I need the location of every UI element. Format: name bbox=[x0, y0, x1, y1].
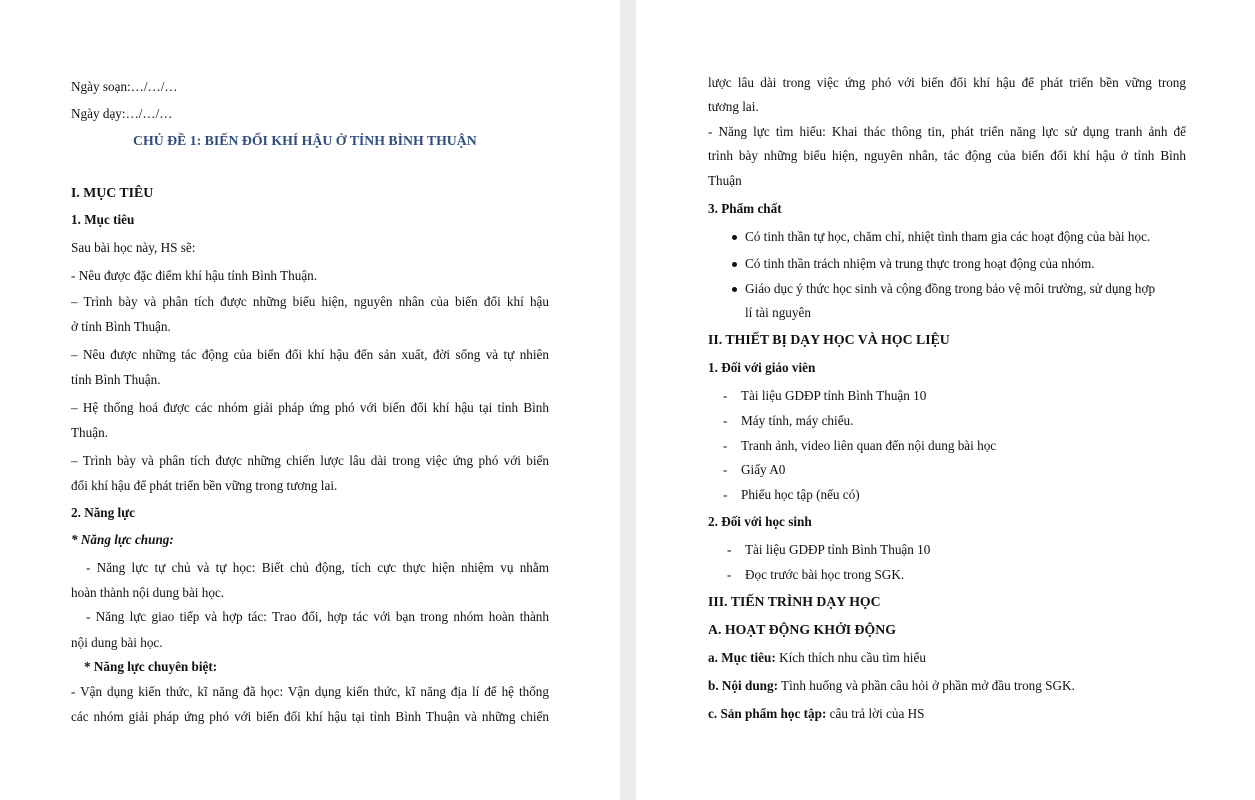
san-pham-line: c. Sản phẩm học tập: câu trả lời của HS bbox=[708, 706, 925, 721]
heading-tien-trinh: III. TIẾN TRÌNH DẠY HỌC bbox=[708, 594, 881, 609]
nang-luc-1-line-2: hoàn thành nội dung bài học. bbox=[71, 585, 225, 600]
objective-5-line-1: – Trình bày và phân tích được những chiến lược lâu dài trong việc ứng phó với biến bbox=[71, 453, 549, 468]
tim-hieu-line-2: trình bày những biểu hiện, nguyên nhân, tác động của biến đổi khí hậu ở tỉnh Bình bbox=[708, 148, 1186, 163]
nang-luc-2-line-2: nội dung bài học. bbox=[71, 635, 163, 650]
document-page-1 bbox=[0, 0, 620, 800]
nang-luc-3-line-2: các nhóm giải pháp ứng phó với biến đổi khí hậu tại tỉnh Bình Thuận và những chiến bbox=[71, 709, 549, 724]
objective-5-line-2: đổi khí hậu để phát triển bền vững trong tương lai. bbox=[71, 478, 338, 493]
pham-chat-item-3-line-2: lí tài nguyên bbox=[745, 305, 811, 320]
nang-luc-1-line-1: - Năng lực tự chủ và tự học: Biết chủ động, tích cực thực hiện nhiệm vụ nhằm bbox=[86, 560, 549, 575]
objective-3-line-1: – Nêu được những tác động của biến đổi khí hậu đến sản xuất, đời sống và tự nhiên bbox=[71, 347, 549, 362]
continuation-line-1: lược lâu dài trong việc ứng phó với biến đổi khí hậu để phát triển bền vững trong bbox=[708, 75, 1186, 90]
ngay-day: Ngày dạy:…/…/… bbox=[71, 106, 173, 121]
nang-luc-chung-label: * Năng lực chung: bbox=[71, 532, 174, 547]
heading-giao-vien: 1. Đối với giáo viên bbox=[708, 360, 816, 375]
objective-3-line-2: tỉnh Bình Thuận. bbox=[71, 372, 161, 387]
document-title: CHỦ ĐỀ 1: BIẾN ĐỔI KHÍ HẬU Ở TỈNH BÌNH THUẬN bbox=[133, 133, 477, 148]
objective-4-line-1: – Hệ thống hoá được các nhóm giải pháp ứng phó với biến đổi khí hậu tại tỉnh Bình bbox=[71, 400, 549, 415]
heading-khoi-dong: A. HOẠT ĐỘNG KHỞI ĐỘNG bbox=[708, 622, 896, 637]
nang-luc-3-line-1: - Vận dụng kiến thức, kĩ năng đã học: Vận dụng kiến thức, kĩ năng địa lí để hệ thống bbox=[71, 684, 549, 699]
heading-muc-tieu: I. MỤC TIÊU bbox=[71, 185, 154, 200]
nang-luc-chuyen-biet-label: * Năng lực chuyên biệt: bbox=[84, 659, 218, 674]
intro-text: Sau bài học này, HS sẽ: bbox=[71, 240, 196, 255]
tim-hieu-line-1: - Năng lực tìm hiểu: Khai thác thông tin, phát triển năng lực sử dụng tranh ảnh để bbox=[708, 124, 1186, 139]
objective-2-line-2: ở tỉnh Bình Thuận. bbox=[71, 319, 171, 334]
heading-2-nang-luc: 2. Năng lực bbox=[71, 505, 135, 520]
ngay-soan: Ngày soạn:…/…/… bbox=[71, 79, 178, 94]
nang-luc-2-line-1: - Năng lực giao tiếp và hợp tác: Trao đổi, hợp tác với bạn trong nhóm hoàn thành bbox=[86, 609, 549, 624]
noi-dung-line: b. Nội dung: Tình huống và phần câu hỏi ở phần mở đầu trong SGK. bbox=[708, 678, 1075, 693]
objective-2-line-1: – Trình bày và phân tích được những biểu hiện, nguyên nhân của biến đổi khí hậu bbox=[71, 294, 549, 309]
heading-thiet-bi: II. THIẾT BỊ DẠY HỌC VÀ HỌC LIỆU bbox=[708, 332, 950, 347]
continuation-line-2: tương lai. bbox=[708, 99, 759, 114]
objective-1: - Nêu được đặc điểm khí hậu tỉnh Bình Thuận. bbox=[71, 268, 318, 283]
objective-4-line-2: Thuận. bbox=[71, 425, 108, 440]
heading-1-muc-tieu: 1. Mục tiêu bbox=[71, 212, 135, 227]
document-page-2: lược lâu dài trong việc ứng phó với biến đổi khí hậu để phát triển bền vững trong tương lai. - Năng lực tìm hiểu: Khai thác thông tin, phát triển năng lực sử dụng tranh ảnh để trình bày những biểu hiện, nguyên nhân, tác động của biến đổi khí hậu ở tỉnh Bình Thuận 3. Phẩm chất Có tinh thần tự học, chăm chỉ, nhiệt tình tham gia các hoạt động của bài học. Có tinh thần trách nhiệm và trung thực trong hoạt động của nhóm. Giáo dục ý thức học sinh và cộng đồng trong bảo vệ môi trường, sử dụng hợp lí tài nguyên II. THIẾT BỊ DẠY HỌC VÀ HỌC LIỆU 1. Đối với giáo viên Tài liệu GDĐP tỉnh Bình Thuận 10 Máy tính, máy chiếu. Tranh ảnh, video liên quan đến nội dung bài học Giấy A0 Phiếu học tập (nếu có) 2. Đối với học sinh Tài liệu GDĐP tỉnh Bình Thuận 10 Đọc trước bài học trong SGK. III. TIẾN TRÌNH DẠY HỌC A. HOẠT ĐỘNG KHỞI ĐỘNG a. Mục tiêu: Kích thích nhu cầu tìm hiểu b. Nội dung: Tình huống và phần câu hỏi ở phần mở đầu trong SGK. c. Sản phẩm học tập: câu trả lời của HS bbox=[636, 0, 1255, 800]
heading-3-pham-chat: 3. Phẩm chất bbox=[708, 201, 782, 216]
heading-hoc-sinh: 2. Đối với học sinh bbox=[708, 514, 812, 529]
muc-tieu-line: a. Mục tiêu: Kích thích nhu cầu tìm hiểu bbox=[708, 650, 926, 665]
tim-hieu-line-3: Thuận bbox=[708, 173, 742, 188]
